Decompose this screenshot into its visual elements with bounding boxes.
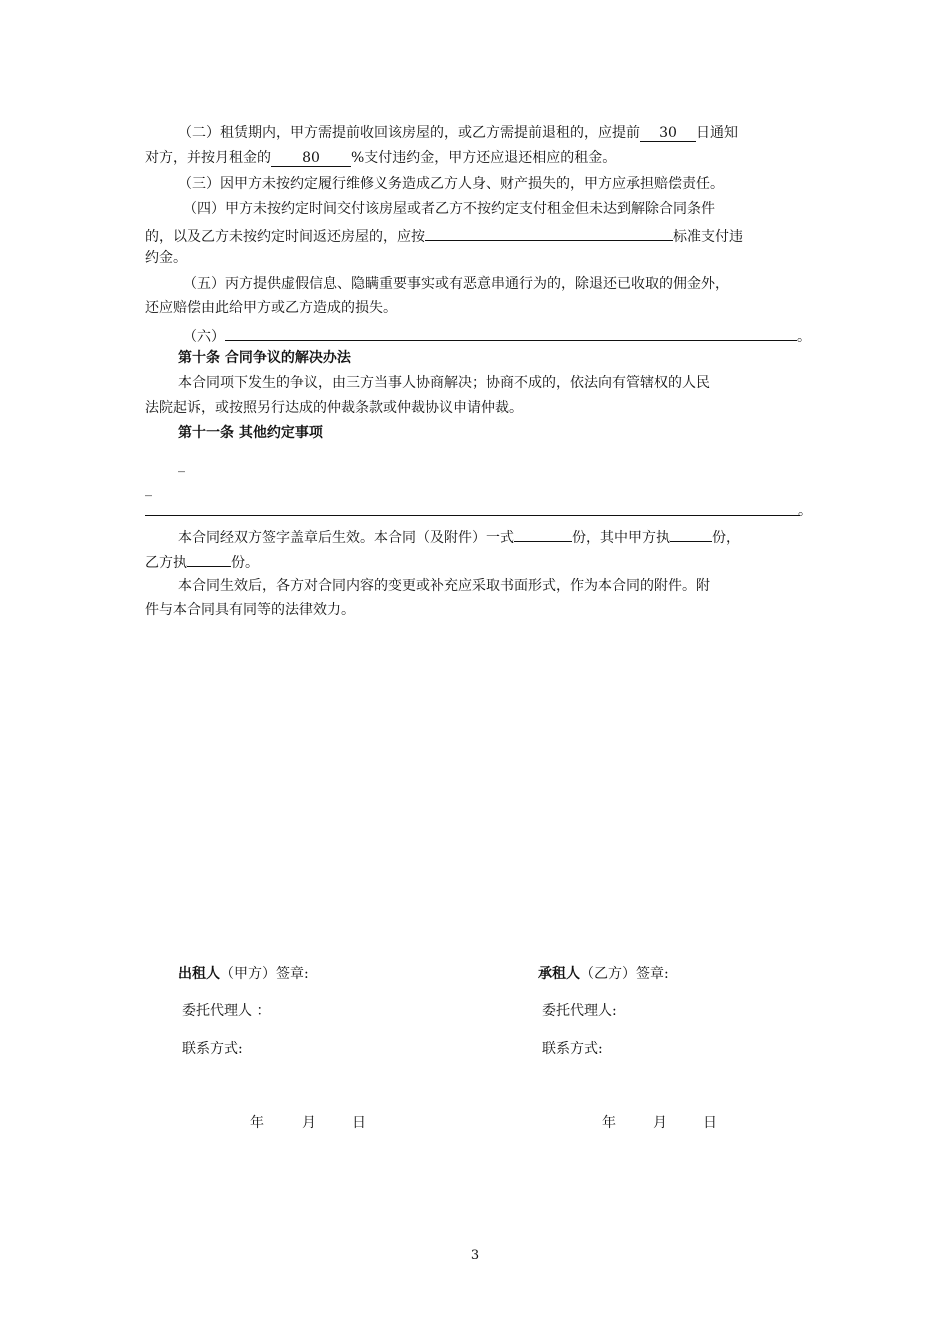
penalty-percent-field[interactable]: 80 — [271, 150, 351, 167]
clause-5-line-2: 还应赔偿由此给甲方或乙方造成的损失。 — [145, 300, 397, 316]
lessor-contact-label: 联系方式: — [182, 1041, 243, 1057]
clause-2-line-1: （二）租赁期内，甲方需提前收回该房屋的，或乙方需提前退租的，应提前 30 日通知 — [178, 125, 738, 141]
copies-lessee-field[interactable] — [187, 550, 231, 567]
lessor-date-month: 月 — [302, 1115, 316, 1131]
lessee-date-month: 月 — [653, 1115, 667, 1131]
clause-6-field[interactable] — [225, 324, 797, 341]
article-10-title: 第十条 合同争议的解决办法 — [178, 350, 351, 366]
article-11-dash-1: _ — [178, 457, 185, 473]
lessor-signature-title: 出租人（甲方）签章: — [178, 966, 309, 982]
article-11-end-mark: 。 — [798, 503, 812, 519]
effect-line-2: 乙方执 份。 — [145, 550, 805, 573]
clause-4-line-2: 的，以及乙方未按约定时间返还房屋的，应按 标准支付违 — [145, 224, 805, 247]
amend-line-2: 件与本合同具有同等的法律效力。 — [145, 602, 355, 618]
penalty-standard-field[interactable] — [425, 224, 673, 241]
lessee-date-year: 年 — [602, 1115, 616, 1131]
page-number: 3 — [470, 1248, 480, 1263]
lessee-signature-title: 承租人（乙方）签章: — [538, 966, 669, 982]
copies-total-field[interactable] — [514, 525, 572, 542]
lessee-date-day: 日 — [703, 1115, 717, 1131]
clause-6: （六） 。 — [145, 324, 843, 347]
article-11-blank-line[interactable] — [145, 515, 800, 516]
notice-days-field[interactable]: 30 — [640, 125, 696, 142]
effect-line-1: 本合同经双方签字盖章后生效。本合同（及附件）一式 份，其中甲方执 份， — [145, 525, 838, 548]
article-11-dash-2: _ — [145, 481, 152, 497]
clause-4-line-3: 约金。 — [145, 250, 187, 266]
lessor-date-year: 年 — [250, 1115, 264, 1131]
clause-4-line-1: （四）甲方未按约定时间交付该房屋或者乙方不按约定支付租金但未达到解除合同条件 — [183, 201, 715, 217]
clause-3: （三）因甲方未按约定履行维修义务造成乙方人身、财产损失的，甲方应承担赔偿责任。 — [178, 176, 724, 192]
article-10-line-1: 本合同项下发生的争议，由三方当事人协商解决；协商不成的，依法向有管辖权的人民 — [178, 375, 710, 391]
copies-lessor-field[interactable] — [670, 525, 712, 542]
lessee-contact-label: 联系方式: — [542, 1041, 603, 1057]
clause-5-line-1: （五）丙方提供虚假信息、隐瞒重要事实或有恶意串通行为的，除退还已收取的佣金外， — [183, 276, 729, 292]
lessor-date-day: 日 — [352, 1115, 366, 1131]
amend-line-1: 本合同生效后，各方对合同内容的变更或补充应采取书面形式，作为本合同的附件。附 — [178, 578, 710, 594]
article-10-line-2: 法院起诉，或按照另行达成的仲裁条款或仲裁协议申请仲裁。 — [145, 400, 523, 416]
article-11-title: 第十一条 其他约定事项 — [178, 425, 323, 441]
lessee-agent-label: 委托代理人: — [542, 1003, 617, 1019]
clause-2-line-2: 对方，并按月租金的 80 %支付违约金，甲方还应退还相应的租金。 — [145, 150, 617, 166]
lessor-agent-label: 委托代理人 ： — [182, 1003, 271, 1019]
